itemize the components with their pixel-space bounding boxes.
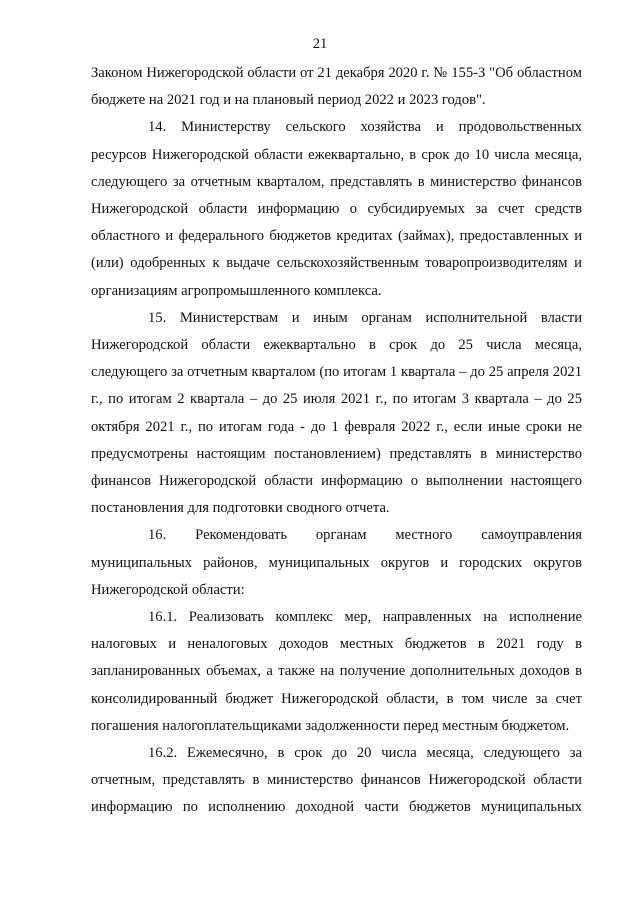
paragraph-16-2: 16.2. Ежемесячно, в срок до 20 числа месяца, следующего за отчетным, представлять в министерство финансов Нижегородской области информацию по исполнению доходной части бюджетов муниципальных <box>91 745 582 816</box>
paragraph-16-1: 16.1. Реализовать комплекс мер, направленных на исполнение налоговых и неналоговых доходов местных бюджетов в 2021 году в запланированных объемах, а также на получение дополнительных доходов в консолидированный бюджет Нижегородской области, в том числе за счет погашения налогоплательщиками задолженности перед местным бюджетом. <box>91 609 582 734</box>
document-body <box>91 60 582 822</box>
paragraph-law-reference: Законом Нижегородской области от 21 декабря 2020 г. № 155-З "Об областном бюджете на 2021 год и на плановый период 2022 и 2023 годов". <box>91 65 582 109</box>
paragraph-16: 16. Рекомендовать органам местного самоуправления муниципальных районов, муниципальных округов и городских округов Нижегородской области: <box>91 527 582 598</box>
paragraph-15: 15. Министерствам и иным органам исполнительной власти Нижегородской области ежеквартально в срок до 25 числа месяца, следующего за отчетным кварталом (по итогам 1 квартала – до 25 апреля 2021 г., по итогам 2 квартала – до 25 июля 2021 г., по итогам 3 квартала – до 25 октября 2021 г., по итогам года - до 1 февраля 2022 г., если иные сроки не предусмотрены настоящим постановлением) представлять в министерство финансов Нижегородской области информацию о выполнении настоящего постановления для подготовки сводного отчета. <box>91 309 582 517</box>
paragraph-14: 14. Министерству сельского хозяйства и продовольственных ресурсов Нижегородской области ежеквартально, в срок до 10 числа месяца, следующего за отчетным кварталом, представлять в министерство финансов Нижегородской области информацию о субсидируемых за счет средств областного и федерального бюджетов кредитах (займах), предоставленных и (или) одобренных к выдаче сельскохозяйственным товаропроизводителям и организациям агропромышленного комплекса. <box>91 119 582 299</box>
page-number: 21 <box>312 36 328 52</box>
